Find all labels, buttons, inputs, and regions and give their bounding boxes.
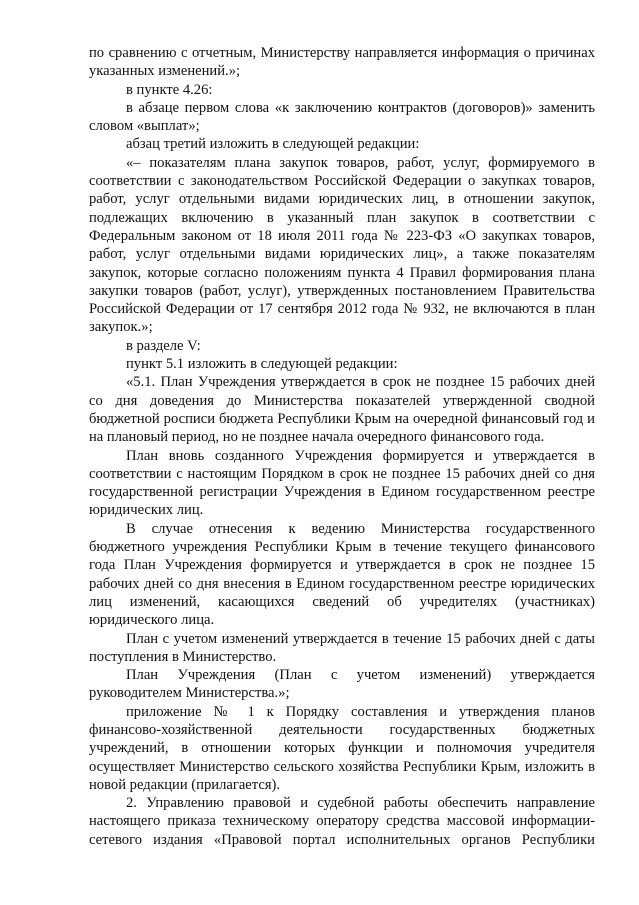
paragraph-13: приложение № 1 к Порядку составления и утверждения планов финансово-хозяйственной деятельности государственных бюджетных учреждений, в отношении которых функции и полномочия учредителя осуществляет Министерство сельского хозяйства Республики Крым, изложить в новой редакции (прилагается). [89,703,595,793]
paragraph-4: абзац третий изложить в следующей редакции: [126,136,420,153]
paragraph-5: «– показателям плана закупок товаров, работ, услуг, формируемого в соответствии с законодательством Российской Федерации о закупках товаров, работ, услуг отдельными видами юридических лиц, в отношении закупок, подлежащих включению в указанный план закупок в соответствии с Федеральным законом от 18 июля 2011 года № 223-ФЗ «О закупках товаров, работ, услуг отдельными видами юридических лиц», а также показателям закупок, которые согласно положениям пункта 4 Правил формирования плана закупки товаров (работ, услуг), утвержденных постановлением Правительства Российской Федерации от 17 сентября 2012 года № 932, не включаются в план закупок.»; [89,154,595,336]
paragraph-1: по сравнению с отчетным, Министерству направляется информация о причинах указанных изменений.»; [89,45,595,80]
paragraph-10: В случае отнесения к ведению Министерства государственного бюджетного учреждения Республики Крым в течение текущего финансового года План Учреждения формируется и утверждается в срок не позднее 15 рабочих дней со дня внесения в Едином государственном реестре юридических лиц изменений, касающихся сведений об учредителях (участниках) юридического лица. [89,520,595,629]
document-body [89,44,595,849]
paragraph-2: в пункте 4.26: [126,81,213,98]
paragraph-8: «5.1. План Учреждения утверждается в срок не позднее 15 рабочих дней со дня доведения до Министерства показателей утвержденной сводной бюджетной росписи бюджета Республики Крым на очередной финансовый год и на плановый период, но не позднее начала очередного финансового года. [89,374,595,446]
paragraph-7: пункт 5.1 изложить в следующей редакции: [126,356,398,373]
paragraph-11: План с учетом изменений утверждается в течение 15 рабочих дней с даты поступления в Министерство. [89,630,595,665]
paragraph-6: в разделе V: [126,337,201,354]
paragraph-14: 2. Управлению правовой и судебной работы обеспечить направление настоящего приказа техническому оператору средства массовой информации-сетевого издания «Правовой портал исполнительных органов Республики [89,795,595,848]
paragraph-9: План вновь созданного Учреждения формируется и утверждается в соответствии с настоящим Порядком в срок не позднее 15 рабочих дней со дня государственной регистрации Учреждения в Едином государственном реестре юридических лиц. [89,447,595,519]
paragraph-12: План Учреждения (План с учетом изменений) утверждается руководителем Министерства.»; [89,667,595,702]
paragraph-3: в абзаце первом слова «к заключению контрактов (договоров)» заменить словом «выплат»; [89,99,595,135]
